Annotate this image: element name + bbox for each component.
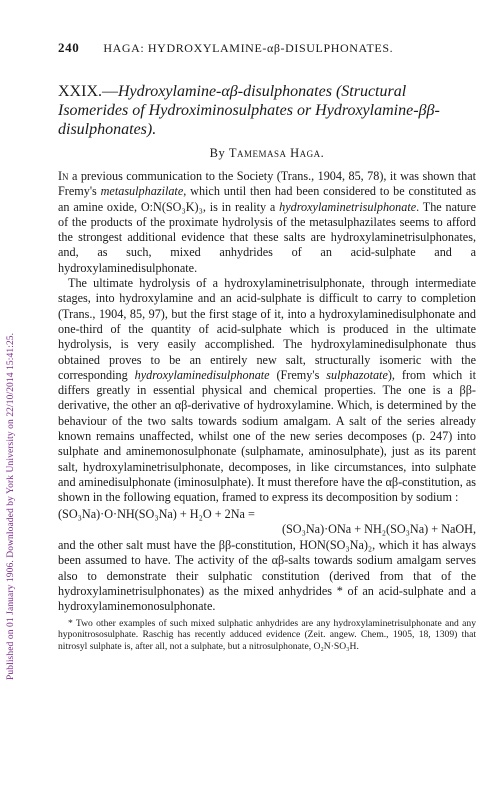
text-run: a previous communication to the Society (Trans., 1904, 85, 78), it was shown that Fremy's: [58, 169, 476, 199]
byline: [58, 146, 476, 161]
equation-line-1: (SO₃Na)·O·NH(SO₃Na) + H₂O + 2Na =: [58, 506, 255, 521]
running-title: HAGA: HYDROXYLAMINE-αβ-DISULPHONATES.: [103, 41, 394, 55]
italic-term: metasulphazilate: [100, 184, 184, 199]
opening-word: In: [58, 169, 69, 183]
equation-line-2: (SO₃Na)·ONa + NH₂(SO₃Na) + NaOH,: [281, 521, 476, 536]
journal-page: [58, 40, 476, 653]
italic-term: hydroxylaminetrisulphonate: [279, 199, 417, 214]
footnote-text: * Two other examples of such mixed sulphatic anhydrides are any hydroxylaminetrisulphonate and any hyponitrososulphate. Raschig has recently adduced evidence (Zeit. angew. Chem., 1905, 18, 1309) that nitrosyl sulphate is, after all, not a sulphate, but a nitrosulphonate, O₂N·SO₃H.: [58, 617, 476, 653]
byline-prefix: By: [209, 146, 226, 160]
italic-term: hydroxylaminedisulphonate: [134, 367, 270, 382]
article-body: [58, 169, 476, 615]
text-run: The ultimate hydrolysis of a hydroxylaminetrisulphonate, through intermediate stages, into hydroxylamine and an acid-sulphate is difficult to carry to completion (Trans., 1904, 85, 97), but the first stage of it, into a hydroxylaminedisulphonate and one-third of the quantity of acid-sulphate which is produced in the ultimate hydrolysis, is very easily accomplished. The hydroxylaminedisulphonate thus obtained proves to be an entirely new salt, structurally isomeric with the corresponding: [58, 276, 476, 382]
download-watermark: Published on 01 January 1906. Downloaded by York University on 22/10/2014 15:41:25.: [6, 332, 16, 680]
footnote: [58, 618, 476, 653]
article-number: XXIX.—: [58, 83, 118, 100]
text-run: ), from which it differs greatly in essential physical and chemical properties. The one is a ββ-derivative, the other an αβ-derivative of hydroxylamine. Which, is determined by the behaviour of the two salts towards sodium amalgam. A salt of the series already known remains unaffected, whilst one of the new series decomposes (p. 247) into sulphate and aminemonosulphonate (sulphamate, aminosulphate), just as its parent salt, hydroxylaminetrisulphonate, decomposes, in like circumstances, into sulphate and aminedisulphonate (iminosulphate). It must therefore have the αβ-constitution, as shown in the following equation, framed to express its decomposition by sodium :: [58, 367, 476, 505]
running-head: [58, 40, 476, 56]
italic-term: sulphazotate: [326, 367, 388, 382]
article-title: Hydroxylamine-αβ-disulphonates (Structural Isomerides of Hydroximinosulphates or Hydroxylamine-ββ-disulphonates).: [58, 83, 440, 138]
text-run: (Fremy's: [269, 367, 327, 382]
paragraph-1: [58, 169, 476, 276]
text-run: , which until then had been considered to be constituted as an amine oxide, O:N(SO₃K)₃, is in reality a: [58, 184, 476, 214]
author-name: Tamemasa Haga.: [228, 146, 325, 160]
text-run: . The nature of the products of the proximate hydrolysis of the metasulphazilates seems to afford the strongest additional evidence that these salts are hydroxylaminetrisulphonates, and, as such, mixed anhydrides of an acid-sulphate and a hydroxylaminedisulphonate.: [58, 199, 476, 275]
paragraph-3: and the other salt must have the ββ-constitution, HON(SO₃Na)₂, which it has always been assumed to have. The activity of the αβ-salts towards sodium amalgam serves also to demonstrate their sulphatic constitution (derived from that of the hydroxylaminetrisulphonates) as the mixed anhydrides * of an acid-sulphate and a hydroxylaminemonosulphonate.: [58, 538, 476, 614]
page-number: 240: [58, 40, 80, 55]
article-heading: [58, 82, 476, 139]
decomposition-equation: [58, 507, 476, 538]
paragraph-2: [58, 276, 476, 505]
